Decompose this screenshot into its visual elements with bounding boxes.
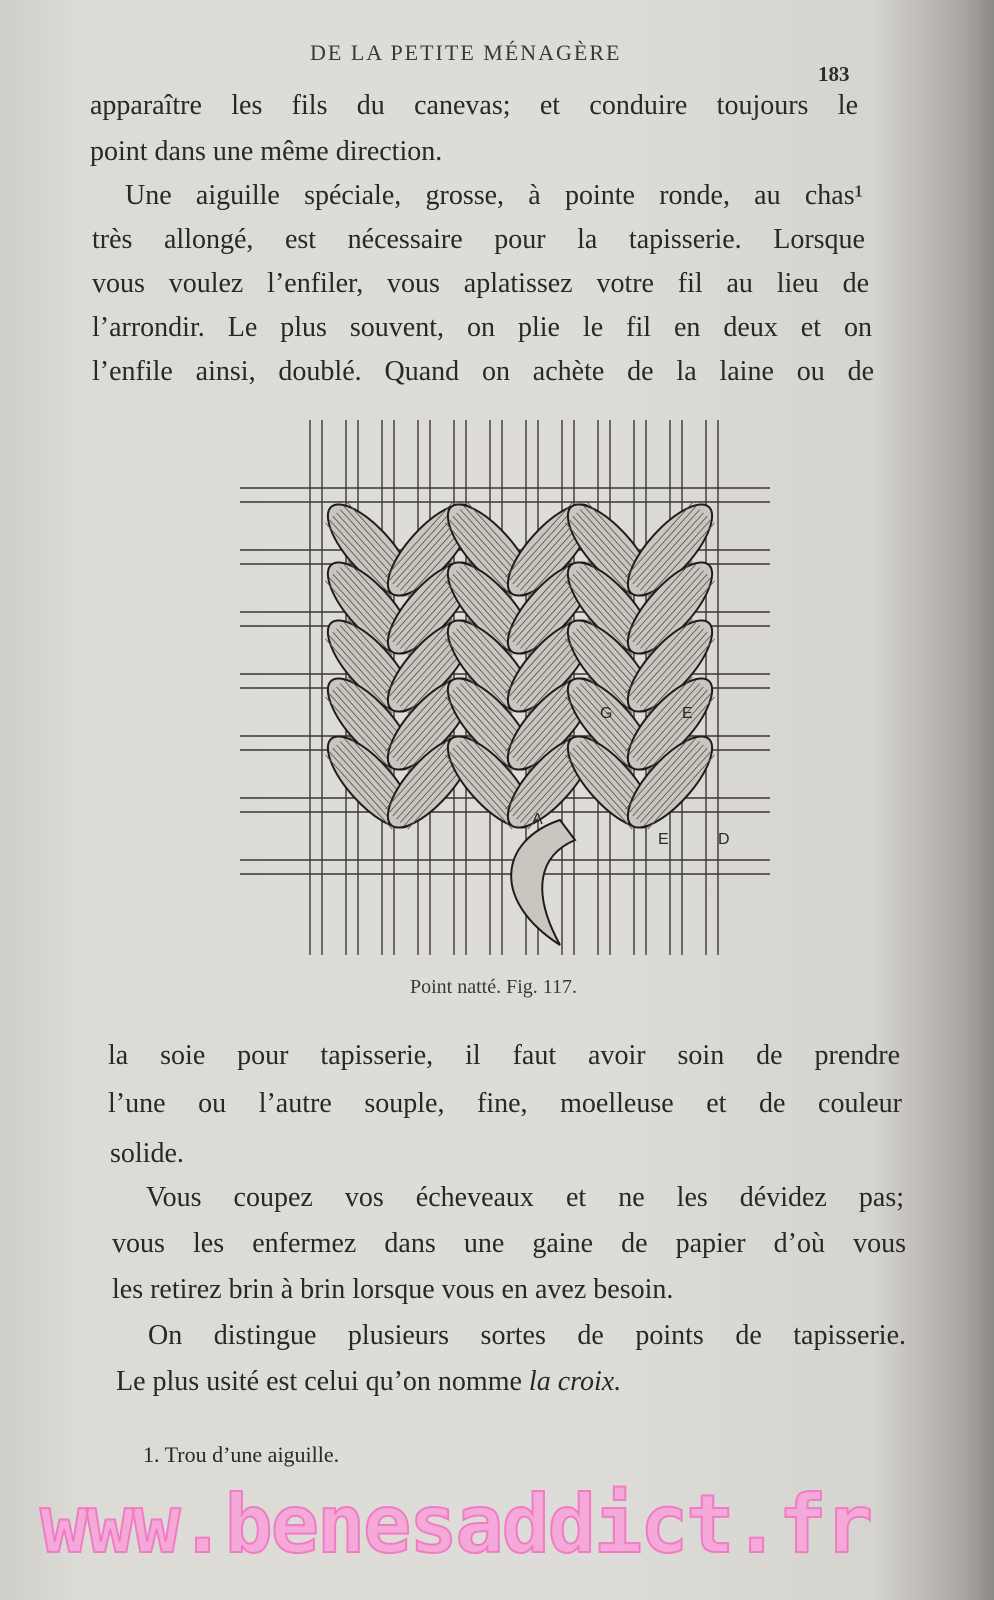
figure-label: D — [718, 831, 730, 848]
figure-label: E — [682, 705, 693, 722]
text-line: les retirez brin à brin lorsque vous en avez besoin. — [112, 1274, 674, 1305]
text-line: On distingue plusieurs sortes de points de tapisserie. — [148, 1320, 906, 1351]
text-segment: Le plus usité est celui qu’on nomme — [116, 1366, 522, 1397]
page-number: 183 — [818, 62, 850, 86]
text-line — [116, 1362, 816, 1402]
thread-tail — [511, 820, 575, 945]
text-line: Vous coupez vos écheveaux et ne les dévidez pas; — [146, 1182, 904, 1213]
text-line: l’enfile ainsi, doublé. Quand on achète de la laine ou de — [92, 356, 874, 387]
figure-point-natte-illustration — [230, 400, 790, 960]
text-line: solide. — [110, 1138, 184, 1169]
text-line: vous les enfermez dans une gaine de papier d’où vous — [112, 1228, 906, 1259]
text-line: l’une ou l’autre souple, fine, moelleuse et de couleur — [108, 1088, 902, 1119]
text-line: point dans une même direction. — [90, 136, 443, 167]
text-line: très allongé, est nécessaire pour la tapisserie. Lorsque — [92, 224, 865, 255]
text-line: l’arrondir. Le plus souvent, on plie le fil en deux et on — [92, 312, 872, 343]
running-header: DE LA PETITE MÉNAGÈRE — [310, 40, 622, 65]
footnote: 1. Trou d’une aiguille. — [143, 1442, 340, 1467]
figure-label: A — [532, 811, 543, 828]
watermark: www.benesaddict.fr — [40, 1478, 871, 1571]
figure-caption: Point natté. Fig. 117. — [410, 976, 578, 998]
figure-label: E — [658, 831, 669, 848]
italic-term: la croix. — [528, 1366, 622, 1397]
text-line: Une aiguille spéciale, grosse, à pointe ronde, au chas¹ — [125, 180, 863, 211]
text-line: apparaître les fils du canevas; et conduire toujours le — [90, 90, 858, 121]
text-line: la soie pour tapisserie, il faut avoir soin de prendre — [108, 1040, 900, 1071]
text-line: vous voulez l’enfiler, vous aplatissez votre fil au lieu de — [92, 268, 869, 299]
figure-label: G — [600, 705, 613, 722]
